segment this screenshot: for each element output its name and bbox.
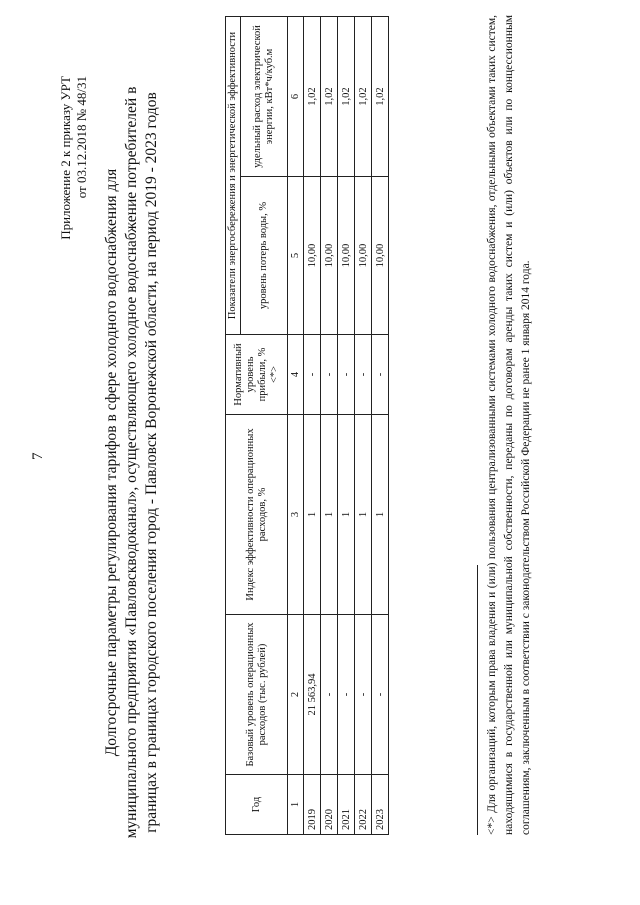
cell-normative-profit: - — [321, 335, 338, 415]
cell-year: 2023 — [372, 775, 389, 835]
cell-efficiency-index: 1 — [321, 415, 338, 615]
cell-normative-profit: - — [304, 335, 321, 415]
cell-efficiency-index: 1 — [372, 415, 389, 615]
cell-base-level: - — [321, 615, 338, 775]
cell-electricity: 1,02 — [355, 16, 372, 176]
cell-electricity: 1,02 — [372, 16, 389, 176]
cell-base-level: - — [355, 615, 372, 775]
column-index: 6 — [288, 16, 304, 176]
cell-year: 2020 — [321, 775, 338, 835]
table-row — [355, 16, 372, 834]
header-water-loss: уровень потерь воды, % — [241, 177, 288, 335]
title-line-3: границах в границах городского поселения город - Павловск Воронежской области, на период 2019 - 2023 годов — [143, 92, 160, 833]
cell-water-loss: 10,00 — [372, 177, 389, 335]
title-line-1: Долгосрочные параметры регулирования тарифов в сфере холодного водоснабжения для — [103, 168, 120, 757]
column-index: 2 — [288, 615, 304, 775]
column-index: 3 — [288, 415, 304, 615]
table-row — [338, 16, 355, 834]
appendix-line-1: Приложение 2 к приказу УРТ — [58, 76, 73, 240]
cell-efficiency-index: 1 — [304, 415, 321, 615]
cell-year: 2021 — [338, 775, 355, 835]
footnote-divider — [477, 565, 478, 835]
cell-base-level: 21 563,94 — [304, 615, 321, 775]
footnote: <*> Для организаций, которым права владения и (или) пользования централизованными системами холодного водоснабжения, отдельными объектами таких систем, находящимися в государственной или муниципальной собственности, переданы по договорам аренды таких систем и (или) объектов или по концессионным соглашениям, заключенным в соответствии с законодательством Российской Федерации не ранее 1 января 2014 года. — [486, 15, 532, 835]
document-title — [102, 40, 162, 885]
column-index-row — [288, 16, 304, 834]
header-energy-group: Показатели энергосбережения и энергетической эффективности — [226, 16, 241, 334]
tariff-parameters-table — [225, 16, 389, 835]
column-index: 1 — [288, 775, 304, 835]
header-normative-profit: Нормативный уровень прибыли, % <*> — [226, 335, 288, 415]
cell-normative-profit: - — [338, 335, 355, 415]
cell-year: 2019 — [304, 775, 321, 835]
cell-efficiency-index: 1 — [355, 415, 372, 615]
header-year: Год — [226, 775, 288, 835]
cell-water-loss: 10,00 — [338, 177, 355, 335]
cell-water-loss: 10,00 — [355, 177, 372, 335]
cell-base-level: - — [338, 615, 355, 775]
table-row — [304, 16, 321, 834]
appendix-line-2: от 03.12.2018 № 48/31 — [74, 76, 89, 199]
table-row — [321, 16, 338, 834]
header-electricity: удельный расход электрической энергии, кВт*ч/куб.м — [241, 16, 288, 176]
column-index: 5 — [288, 177, 304, 335]
title-line-2: муниципального предприятия «Павловскводоканал», осуществляющего холодное водоснабжение потребителей в — [123, 86, 140, 839]
cell-normative-profit: - — [372, 335, 389, 415]
cell-electricity: 1,02 — [338, 16, 355, 176]
table-row — [372, 16, 389, 834]
header-base-level: Базовый уровень операционных расходов (тыс. рублей) — [226, 615, 288, 775]
cell-water-loss: 10,00 — [321, 177, 338, 335]
cell-water-loss: 10,00 — [304, 177, 321, 335]
cell-year: 2022 — [355, 775, 372, 835]
header-efficiency-index: Индекс эффективности операционных расходов, % — [226, 415, 288, 615]
page-number: 7 — [30, 452, 46, 460]
cell-base-level: - — [372, 615, 389, 775]
column-index: 4 — [288, 335, 304, 415]
cell-electricity: 1,02 — [304, 16, 321, 176]
cell-normative-profit: - — [355, 335, 372, 415]
cell-electricity: 1,02 — [321, 16, 338, 176]
cell-efficiency-index: 1 — [338, 415, 355, 615]
appendix-reference — [58, 76, 90, 240]
